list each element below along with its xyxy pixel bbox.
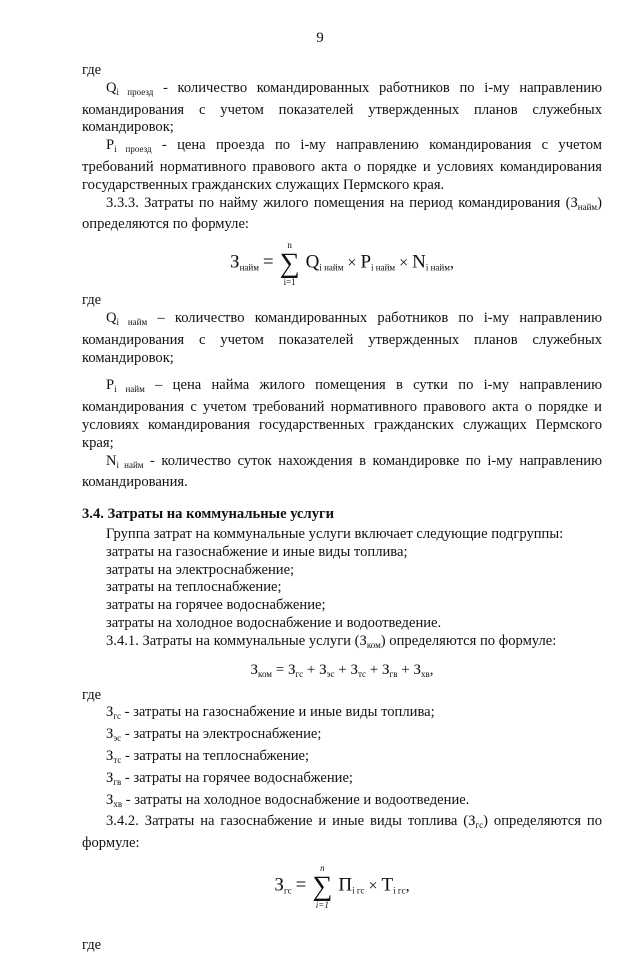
section-3-4-1: 3.4.1. Затраты на коммунальные услуги $(З_{ком})$ определяются по формуле:: [106, 632, 557, 650]
def-p-proezd: $P_{i проезд}$ - цена проезда по i-му направлению командирования с учетом требований нормативного правового акта о порядке и условиях командирования государственных гражданских служащих Пермского края.: [82, 137, 602, 193]
where-label-final: где: [82, 936, 102, 953]
sum-symbol-icon: n ∑ i=1: [312, 862, 333, 910]
def-row: $З_{гс}$ - затраты на газоснабжение и иные виды топлива;: [106, 704, 435, 722]
group-item: затраты на горячее водоснабжение;: [106, 597, 326, 614]
where-label-2: где: [82, 292, 102, 309]
def-q-proezd: $Q_{i проезд}$ - количество командированных работников по i-му направлению командирования с учетом показателей утвержденных планов служебных командировок;: [82, 79, 602, 136]
sum-symbol-icon: n ∑ i=1: [279, 240, 300, 288]
group-intro: Группа затрат на коммунальные услуги включает следующие подгруппы:: [106, 525, 564, 542]
page-number: 9: [316, 30, 324, 46]
section-3-4-2: 3.4.2. Затраты на газоснабжение и иные виды топлива $(З_{гс})$ определяются по формуле:: [82, 813, 602, 852]
formula-gs: $З_{гс}$ = n ∑ i=1 $П_{i гс} \times T_{i гс}$,: [274, 862, 410, 910]
def-row: $З_{тс}$ - затраты на теплоснабжение;: [106, 747, 310, 765]
where-label: где: [82, 62, 102, 78]
def-row: $З_{эс}$ - затраты на электроснабжение;: [106, 726, 322, 744]
def-q-naim: $Q_{i найм}$ – количество командированных работников по i-му направлению командирования с учетом показателей утвержденных планов служебных командировок;: [82, 309, 603, 366]
document-body: [82, 62, 602, 955]
def-row: $З_{гв}$ - затраты на горячее водоснабжение;: [106, 769, 353, 787]
group-item: затраты на холодное водоснабжение и водоотведение.: [106, 614, 442, 631]
formula-kom: $З_{ком} = З_{гс} + З_{эс} + З_{тс} + З_{гв} + З_{хв}$,: [250, 661, 434, 679]
def-n-naim: $N_{i найм}$ - количество суток нахождения в командировке по i-му направлению командирования.: [82, 452, 602, 491]
def-p-naim: $P_{i найм}$ – цена найма жилого помещения в сутки по i-му направлению командирования с учетом требований нормативного правового акта о порядке и условиях командирования государственных гражданских служащих Пермского края;: [82, 377, 603, 451]
group-item: затраты на теплоснабжение;: [106, 579, 282, 596]
formula-naim: $З_{найм}$ = n ∑ i=1 $Q_{i найм} \times P_{i найм} \times N_{i найм}$,: [230, 240, 454, 288]
section-heading-3-4: 3.4. Затраты на коммунальные услуги: [82, 506, 335, 523]
def-row: $З_{хв}$ - затраты на холодное водоснабжение и водоотведение.: [106, 791, 470, 809]
group-item: затраты на электроснабжение;: [106, 561, 295, 578]
section-3-3-3: 3.3.3. Затраты по найму жилого помещения на период командирования $(З_{найм})$ определяются по формуле:: [82, 194, 602, 233]
group-item: затраты на газоснабжение и иные виды топлива;: [106, 543, 408, 560]
where-label-3: где: [82, 686, 102, 703]
